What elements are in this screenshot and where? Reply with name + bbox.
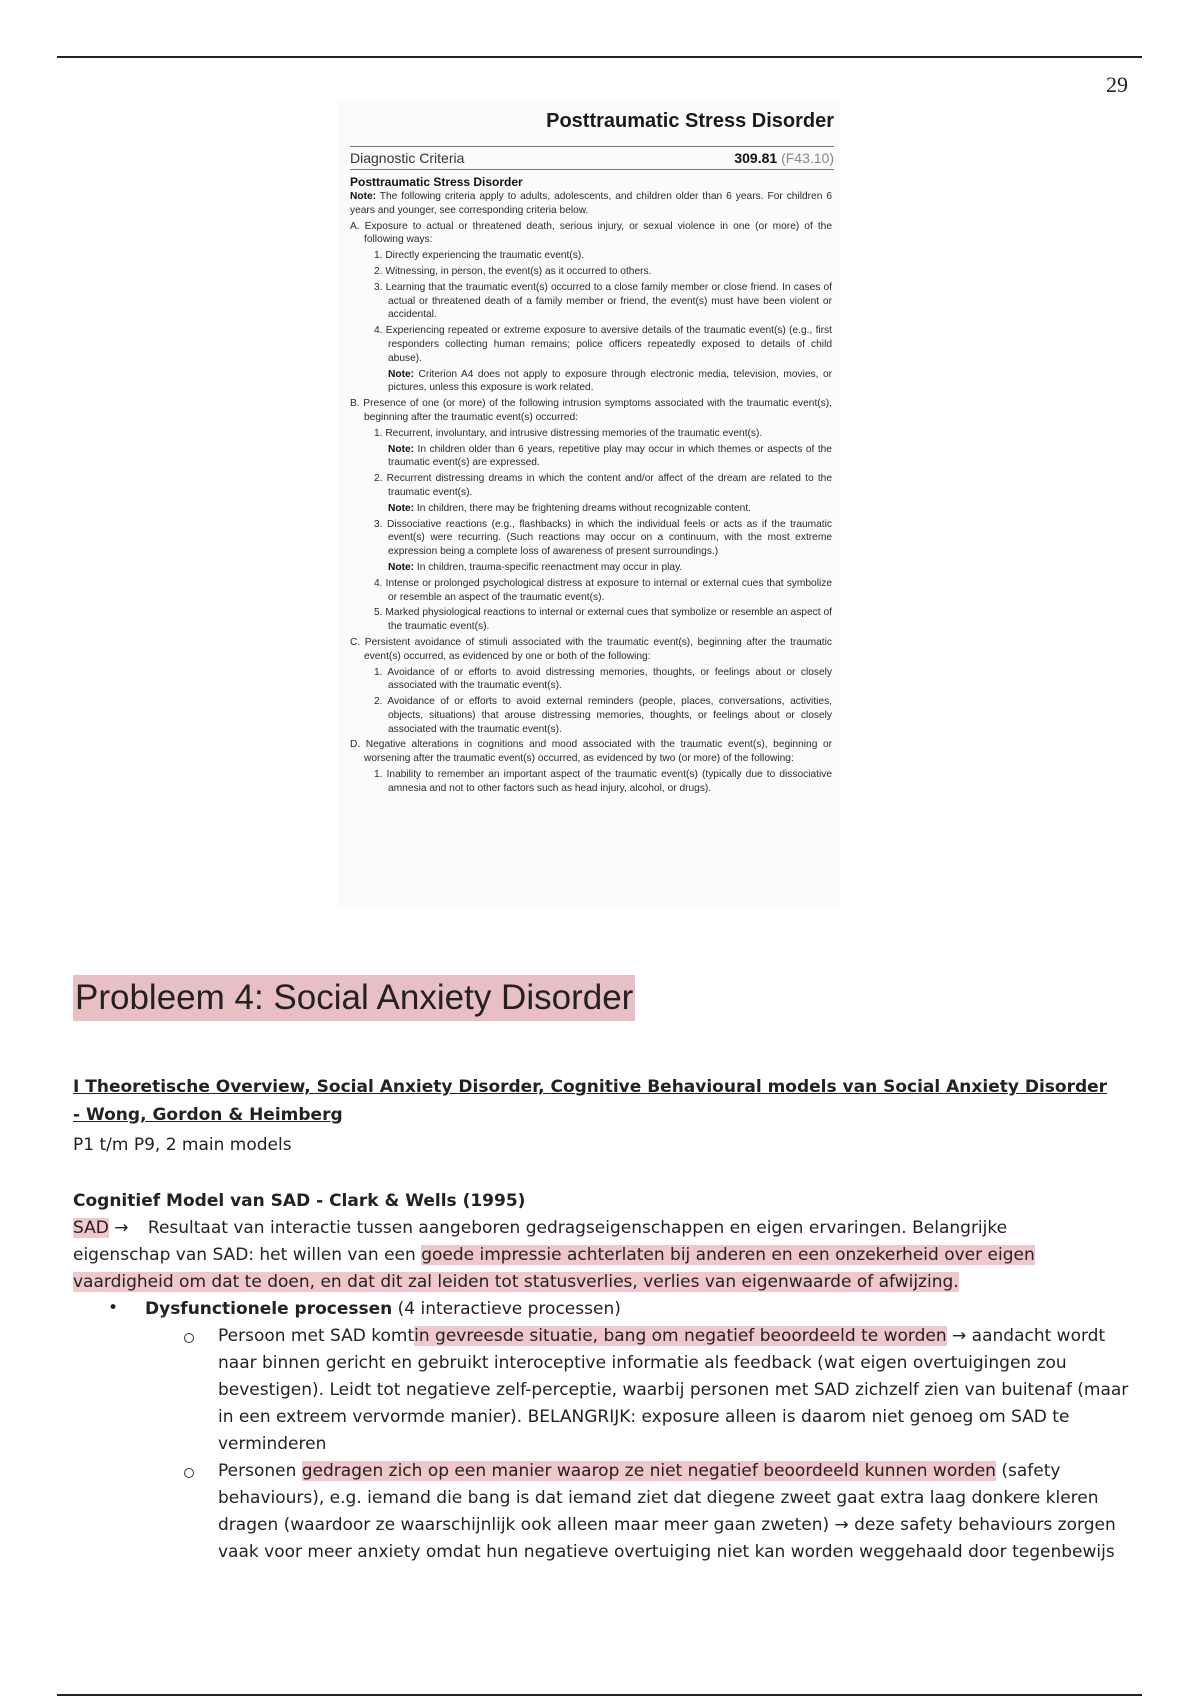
- source-title: I Theoretische Overview, Social Anxiety Disorder, Cognitive Behavioural models van Social Anxiety Disorder - Wong, Gordon & Heimberg: [73, 1077, 1108, 1125]
- dsm-code: [734, 150, 834, 166]
- criterion-a2: 2. Witnessing, in person, the event(s) as it occurred to others.: [374, 265, 652, 277]
- dsm-criteria-image: [338, 100, 840, 908]
- dsm-header-bar: [350, 146, 834, 170]
- criterion-b: B. Presence of one (or more) of the following intrusion symptoms associated with the traumatic event(s), beginning after the traumatic event(s) occurred:: [350, 398, 832, 423]
- highlight-safety-behaviour: gedragen zich op een manier waarop ze niet negatief beoordeeld kunnen worden: [301, 1461, 996, 1481]
- sad-label: SAD: [73, 1218, 109, 1238]
- dsm-code-number: 309.81: [734, 150, 778, 166]
- process-1: Persoon met SAD komtin gevreesde situatie, bang om negatief beoordeeld te worden → aandacht wordt naar binnen gericht en gebruikt interoceptive informatie als feedback (wat eigen overtuigingen zou bevestigen). Leidt tot negatieve zelf-perceptie, waarbij personen met SAD zichzelf zien van buitenaf (maar in een extreem vervormde manier). BELANGRIJK: exposure alleen is daarom niet genoeg om SAD te verminderen: [218, 1326, 1129, 1454]
- process-2: Personen gedragen zich op een manier waarop ze niet negatief beoordeeld kunnen worden (safety behaviours), e.g. iemand die bang is dat iemand ziet dat diegene zweet gaat extra laag donkere kleren dragen (waardoor ze waarschijnlijk ook alleen maar meer gaan zweten) → deze safety behaviours zorgen vaak voor meer anxiety omdat hun negatieve overtuiging niet kan worden weggehaald door tegenbewijs: [218, 1461, 1116, 1562]
- criterion-b2: 2. Recurrent distressing dreams in which the content and/or affect of the dream are related to the traumatic event(s).: [374, 473, 832, 498]
- sad-definition-line: [73, 1218, 1007, 1238]
- circle-bullet-icon: [184, 1333, 194, 1343]
- criterion-b5: 5. Marked physiological reactions to internal or external cues that symbolize or resemble an aspect of the traumatic event(s).: [374, 607, 832, 633]
- criterion-a-note: Note: Criterion A4 does not apply to exposure through electronic media, television, movies, or pictures, unless this exposure is work related.: [388, 368, 832, 394]
- criterion-d1: 1. Inability to remember an important aspect of the traumatic event(s) (typically due to dissociative amnesia and not to other factors such as head injury, alcohol, or drugs).: [374, 769, 832, 794]
- dsm-heading: Posttraumatic Stress Disorder: [350, 175, 523, 189]
- definition-text: Resultaat van interactie tussen aangeboren gedragseigenschappen en eigen ervaringen. Belangrijke: [147, 1218, 1008, 1238]
- model-title: Cognitief Model van SAD - Clark & Wells (1995): [73, 1191, 526, 1211]
- dsm-intro: Note: The following criteria apply to adults, adolescents, and children older than 6 years. For children 6 years and younger, see corresponding criteria below.: [350, 191, 832, 216]
- criterion-c1: 1. Avoidance of or efforts to avoid distressing memories, thoughts, or feelings about or closely associated with the traumatic event(s).: [374, 666, 832, 692]
- definition-line-3: [73, 1272, 959, 1292]
- arrow-icon: →: [114, 1218, 129, 1238]
- criterion-b4: 4. Intense or prolonged psychological distress at exposure to internal or external cues that symbolize or resemble an aspect of the traumatic event(s).: [374, 577, 832, 603]
- page-number: 29: [1106, 72, 1128, 97]
- highlight-status-loss: vaardigheid om dat te doen, en dat dit zal leiden tot statusverlies, verlies van eigenwaarde of afwijzing.: [73, 1272, 959, 1292]
- top-rule: [57, 56, 1142, 58]
- criterion-a1: 1. Directly experiencing the traumatic event(s).: [374, 250, 585, 262]
- highlight-feared-situation: in gevreesde situatie, bang om negatief beoordeeld te worden: [414, 1326, 947, 1346]
- criterion-d: D. Negative alterations in cognitions and mood associated with the traumatic event(s), beginning or worsening after the traumatic event(s) occurred, as evidenced by two (or more) of the following:: [350, 739, 832, 765]
- criterion-a: A. Exposure to actual or threatened death, serious injury, or sexual violence in one (or more) of the following ways:: [350, 220, 832, 246]
- criterion-c2: 2. Avoidance of or efforts to avoid external reminders (people, places, conversations, activities, objects, situations) that arouse distressing memories, thoughts, or feelings about or closely associated with the traumatic event(s).: [374, 696, 832, 735]
- criterion-b3: 3. Dissociative reactions (e.g., flashbacks) in which the individual feels or acts as if the traumatic event(s) were recurring. (Such reactions may occur on a continuum, with the most extreme expression being a complete loss of awareness of present surroundings.): [374, 518, 832, 558]
- bullet-icon: •: [108, 1298, 119, 1318]
- criterion-a4: 4. Experiencing repeated or extreme exposure to aversive details of the traumatic event(s) (e.g., first responders collecting human remains; police officers repeatedly exposed to details of child abuse).: [374, 325, 832, 364]
- dsm-bar-label: Diagnostic Criteria: [350, 150, 465, 166]
- criterion-b1-note: Note: In children older than 6 years, repetitive play may occur in which themes or aspects of the traumatic event(s) are expressed.: [388, 443, 832, 469]
- criterion-b3-note: Note: In children, trauma-specific reenactment may occur in play.: [388, 561, 683, 573]
- definition-line-2: eigenschap van SAD: het willen van een goede impressie achterlaten bij anderen en een onzekerheid over eigen: [73, 1245, 1035, 1265]
- criterion-b2-note: Note: In children, there may be frightening dreams without recognizable content.: [388, 502, 751, 514]
- criterion-b1: 1. Recurrent, involuntary, and intrusive distressing memories of the traumatic event(s).: [374, 427, 763, 439]
- circle-bullet-icon: [184, 1468, 194, 1478]
- dsm-icd-code: (F43.10): [781, 150, 834, 166]
- bottom-rule: [57, 1694, 1142, 1696]
- criterion-c: C. Persistent avoidance of stimuli associated with the traumatic event(s), beginning after the traumatic event(s) occurred, as evidenced by one or both of the following:: [350, 636, 832, 662]
- bullet-dysfunctional-processes: Dysfunctionele processen (4 interactieve processen): [145, 1299, 621, 1319]
- highlight-impression: goede impressie achterlaten bij anderen en een onzekerheid over eigen: [421, 1245, 1035, 1265]
- criterion-a3: 3. Learning that the traumatic event(s) occurred to a close family member or close friend. In cases of actual or threatened death of a family member or friend, the event(s) must have been violent or accidental.: [374, 281, 832, 321]
- section-heading: Probleem 4: Social Anxiety Disorder: [73, 975, 635, 1021]
- page-range: P1 t/m P9, 2 main models: [73, 1135, 292, 1155]
- dsm-title: Posttraumatic Stress Disorder: [546, 110, 834, 132]
- dsm-body: [350, 174, 832, 796]
